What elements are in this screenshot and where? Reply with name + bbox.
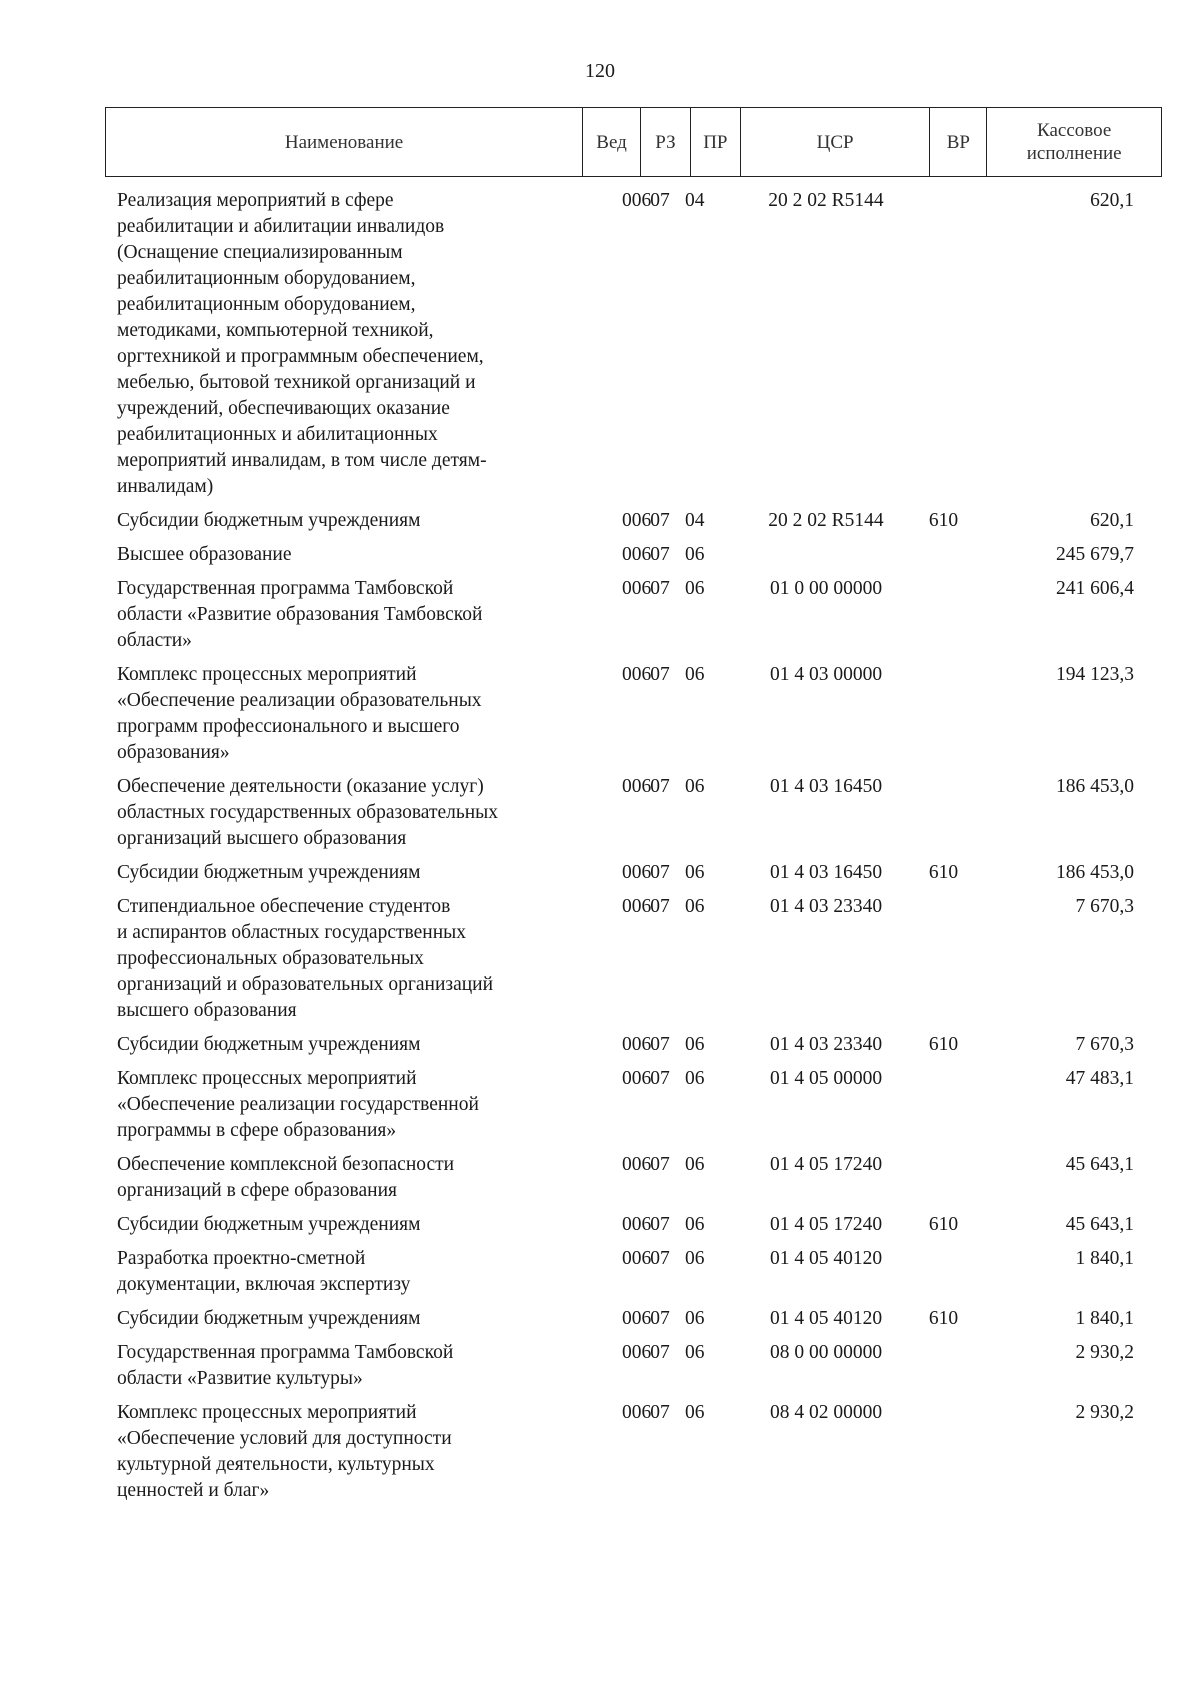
table-body bbox=[105, 188, 1162, 1512]
cell-name: Субсидии бюджетным учреждениям bbox=[117, 510, 421, 531]
cell-csr: 20 2 02 R5144 bbox=[768, 510, 884, 531]
cell-name: Субсидии бюджетным учреждениям bbox=[117, 862, 421, 883]
cell-csr: 01 4 03 23340 bbox=[769, 896, 883, 917]
cell-pr: 06 bbox=[685, 1214, 705, 1235]
cell-pr: 06 bbox=[685, 1154, 705, 1175]
table-row bbox=[105, 1400, 1162, 1504]
cell-pr: 06 bbox=[685, 1034, 705, 1055]
cell-ved: 006 bbox=[622, 544, 652, 565]
cell-pr: 06 bbox=[685, 1308, 705, 1329]
cell-name: Субсидии бюджетным учреждениям bbox=[117, 1034, 421, 1055]
cell-name: Высшее образование bbox=[117, 544, 292, 565]
cell-rz: 07 bbox=[650, 1068, 670, 1089]
cell-vr bbox=[915, 1066, 972, 1144]
cell-pr: 06 bbox=[685, 578, 705, 599]
cell-csr: 01 4 05 17240 bbox=[769, 1154, 883, 1175]
table-row bbox=[105, 1306, 1162, 1332]
cell-sum: 245 679,7 bbox=[1056, 544, 1134, 565]
cell-name: Субсидии бюджетным учреждениям bbox=[117, 1214, 421, 1235]
cell-rz: 07 bbox=[650, 1214, 670, 1235]
cell-vr bbox=[915, 1246, 972, 1298]
cell-ved: 006 bbox=[622, 1308, 652, 1329]
cell-vr: 610 bbox=[928, 510, 959, 531]
cell-csr: 20 2 02 R5144 bbox=[768, 190, 884, 211]
cell-vr: 610 bbox=[928, 1214, 959, 1235]
cell-csr: 01 4 05 40120 bbox=[769, 1248, 883, 1269]
cell-name: Разработка проектно-сметной документации, включая экспертизу bbox=[117, 1248, 411, 1295]
table-header bbox=[105, 107, 1162, 177]
cell-csr: 01 4 05 40120 bbox=[769, 1308, 883, 1329]
cell-vr bbox=[915, 188, 972, 500]
cell-rz: 07 bbox=[650, 1034, 670, 1055]
cell-ved: 006 bbox=[622, 1248, 652, 1269]
cell-pr: 06 bbox=[685, 1068, 705, 1089]
cell-sum: 2 930,2 bbox=[1075, 1402, 1134, 1423]
cell-sum: 7 670,3 bbox=[1075, 1034, 1134, 1055]
cell-pr: 06 bbox=[685, 1342, 705, 1363]
cell-sum: 1 840,1 bbox=[1075, 1248, 1134, 1269]
cell-sum: 186 453,0 bbox=[1056, 776, 1134, 797]
cell-ved: 006 bbox=[622, 190, 652, 211]
table-row bbox=[105, 860, 1162, 886]
table-row bbox=[105, 188, 1162, 500]
cell-sum: 186 453,0 bbox=[1056, 862, 1134, 883]
cell-csr: 01 4 03 00000 bbox=[769, 664, 883, 685]
cell-vr bbox=[915, 576, 972, 654]
cell-ved: 006 bbox=[622, 1068, 652, 1089]
cell-ved: 006 bbox=[622, 1402, 652, 1423]
cell-ved: 006 bbox=[622, 1154, 652, 1175]
cell-name: Реализация мероприятий в сфере реабилитации и абилитации инвалидов (Оснащение специализированным реабилитационным оборудованием, реабилитационным оборудованием, методиками, компьютерной техникой, оргтехникой и программным обеспечением, мебелью, бытовой техникой организаций и учреждений, обеспечивающих оказание реабилитационных и абилитационных мероприятий инвалидам, в том числе детям- инвалидам) bbox=[117, 190, 487, 497]
cell-pr: 06 bbox=[685, 544, 705, 565]
cell-name: Комплекс процессных мероприятий «Обеспечение реализации образовательных программ профессионального и высшего образования» bbox=[117, 664, 482, 763]
cell-pr: 04 bbox=[685, 190, 705, 211]
cell-vr bbox=[915, 1340, 972, 1392]
cell-ved: 006 bbox=[622, 896, 652, 917]
cell-pr: 06 bbox=[685, 896, 705, 917]
cell-pr: 04 bbox=[685, 510, 705, 531]
cell-rz: 07 bbox=[650, 896, 670, 917]
cell-sum: 47 483,1 bbox=[1065, 1068, 1134, 1089]
cell-ved: 006 bbox=[622, 862, 652, 883]
table-row bbox=[105, 576, 1162, 654]
header-pr: ПР bbox=[691, 108, 741, 176]
cell-vr bbox=[915, 662, 972, 766]
cell-sum: 2 930,2 bbox=[1075, 1342, 1134, 1363]
cell-name: Обеспечение деятельности (оказание услуг) областных государственных образовательных организаций высшего образования bbox=[117, 776, 499, 849]
page-number: 120 bbox=[585, 60, 615, 82]
cell-pr: 06 bbox=[685, 664, 705, 685]
cell-csr: 08 0 00 00000 bbox=[769, 1342, 883, 1363]
cell-name: Субсидии бюджетным учреждениям bbox=[117, 1308, 421, 1329]
cell-vr bbox=[915, 1400, 972, 1504]
header-ved: Вед bbox=[583, 108, 641, 176]
cell-csr: 01 4 03 16450 bbox=[769, 862, 883, 883]
cell-sum: 45 643,1 bbox=[1065, 1154, 1134, 1175]
cell-ved: 006 bbox=[622, 776, 652, 797]
header-vr: ВР bbox=[930, 108, 987, 176]
cell-ved: 006 bbox=[622, 1214, 652, 1235]
cell-vr bbox=[915, 1152, 972, 1204]
cell-pr: 06 bbox=[685, 776, 705, 797]
cell-rz: 07 bbox=[650, 1154, 670, 1175]
cell-csr: 08 4 02 00000 bbox=[769, 1402, 883, 1423]
cell-vr bbox=[915, 542, 972, 568]
table-row bbox=[105, 1340, 1162, 1392]
cell-name: Государственная программа Тамбовской области «Развитие образования Тамбовской области» bbox=[117, 578, 483, 651]
cell-ved: 006 bbox=[622, 1342, 652, 1363]
cell-vr bbox=[915, 894, 972, 1024]
table-row bbox=[105, 542, 1162, 568]
cell-sum: 7 670,3 bbox=[1075, 896, 1134, 917]
cell-csr: 01 4 03 16450 bbox=[769, 776, 883, 797]
cell-pr: 06 bbox=[685, 862, 705, 883]
header-csr: ЦСР bbox=[741, 108, 931, 176]
cell-rz: 07 bbox=[650, 862, 670, 883]
cell-csr bbox=[725, 542, 915, 568]
cell-sum: 241 606,4 bbox=[1056, 578, 1134, 599]
cell-pr: 06 bbox=[685, 1248, 705, 1269]
cell-rz: 07 bbox=[650, 190, 670, 211]
cell-csr: 01 4 05 17240 bbox=[769, 1214, 883, 1235]
cell-rz: 07 bbox=[650, 1342, 670, 1363]
cell-rz: 07 bbox=[650, 664, 670, 685]
cell-csr: 01 4 05 00000 bbox=[769, 1068, 883, 1089]
header-rz: РЗ bbox=[641, 108, 691, 176]
cell-vr bbox=[915, 774, 972, 852]
table-row bbox=[105, 1246, 1162, 1298]
table-row bbox=[105, 1032, 1162, 1058]
cell-name: Комплекс процессных мероприятий «Обеспечение реализации государственной программы в сфере образования» bbox=[117, 1068, 479, 1141]
table-row bbox=[105, 894, 1162, 1024]
cell-name: Государственная программа Тамбовской области «Развитие культуры» bbox=[117, 1342, 454, 1389]
table-row bbox=[105, 1152, 1162, 1204]
table-row bbox=[105, 662, 1162, 766]
table-row bbox=[105, 508, 1162, 534]
cell-sum: 620,1 bbox=[1090, 510, 1134, 531]
cell-csr: 01 4 03 23340 bbox=[769, 1034, 883, 1055]
cell-pr: 06 bbox=[685, 1402, 705, 1423]
cell-vr: 610 bbox=[928, 862, 959, 883]
cell-rz: 07 bbox=[650, 776, 670, 797]
cell-vr: 610 bbox=[928, 1308, 959, 1329]
cell-rz: 07 bbox=[650, 510, 670, 531]
cell-ved: 006 bbox=[622, 510, 652, 531]
cell-name: Стипендиальное обеспечение студентов и аспирантов областных государственных профессиональных образовательных организаций и образовательных организаций высшего образования bbox=[117, 896, 494, 1021]
header-sum: Кассовое исполнение bbox=[1026, 120, 1122, 164]
table-row bbox=[105, 1066, 1162, 1144]
table-row bbox=[105, 774, 1162, 852]
cell-sum: 45 643,1 bbox=[1065, 1214, 1134, 1235]
cell-ved: 006 bbox=[622, 664, 652, 685]
cell-ved: 006 bbox=[622, 1034, 652, 1055]
cell-rz: 07 bbox=[650, 1248, 670, 1269]
cell-rz: 07 bbox=[650, 1308, 670, 1329]
cell-name: Обеспечение комплексной безопасности организаций в сфере образования bbox=[117, 1154, 455, 1201]
cell-vr: 610 bbox=[928, 1034, 959, 1055]
cell-rz: 07 bbox=[650, 578, 670, 599]
cell-sum: 1 840,1 bbox=[1075, 1308, 1134, 1329]
cell-rz: 07 bbox=[650, 1402, 670, 1423]
table-row bbox=[105, 1212, 1162, 1238]
header-name: Наименование bbox=[106, 108, 583, 176]
cell-name: Комплекс процессных мероприятий «Обеспечение условий для доступности культурной деятельности, культурных ценностей и благ» bbox=[117, 1402, 452, 1501]
cell-sum: 194 123,3 bbox=[1056, 664, 1134, 685]
cell-sum: 620,1 bbox=[1090, 190, 1134, 211]
cell-csr: 01 0 00 00000 bbox=[769, 578, 883, 599]
cell-rz: 07 bbox=[650, 544, 670, 565]
cell-ved: 006 bbox=[622, 578, 652, 599]
